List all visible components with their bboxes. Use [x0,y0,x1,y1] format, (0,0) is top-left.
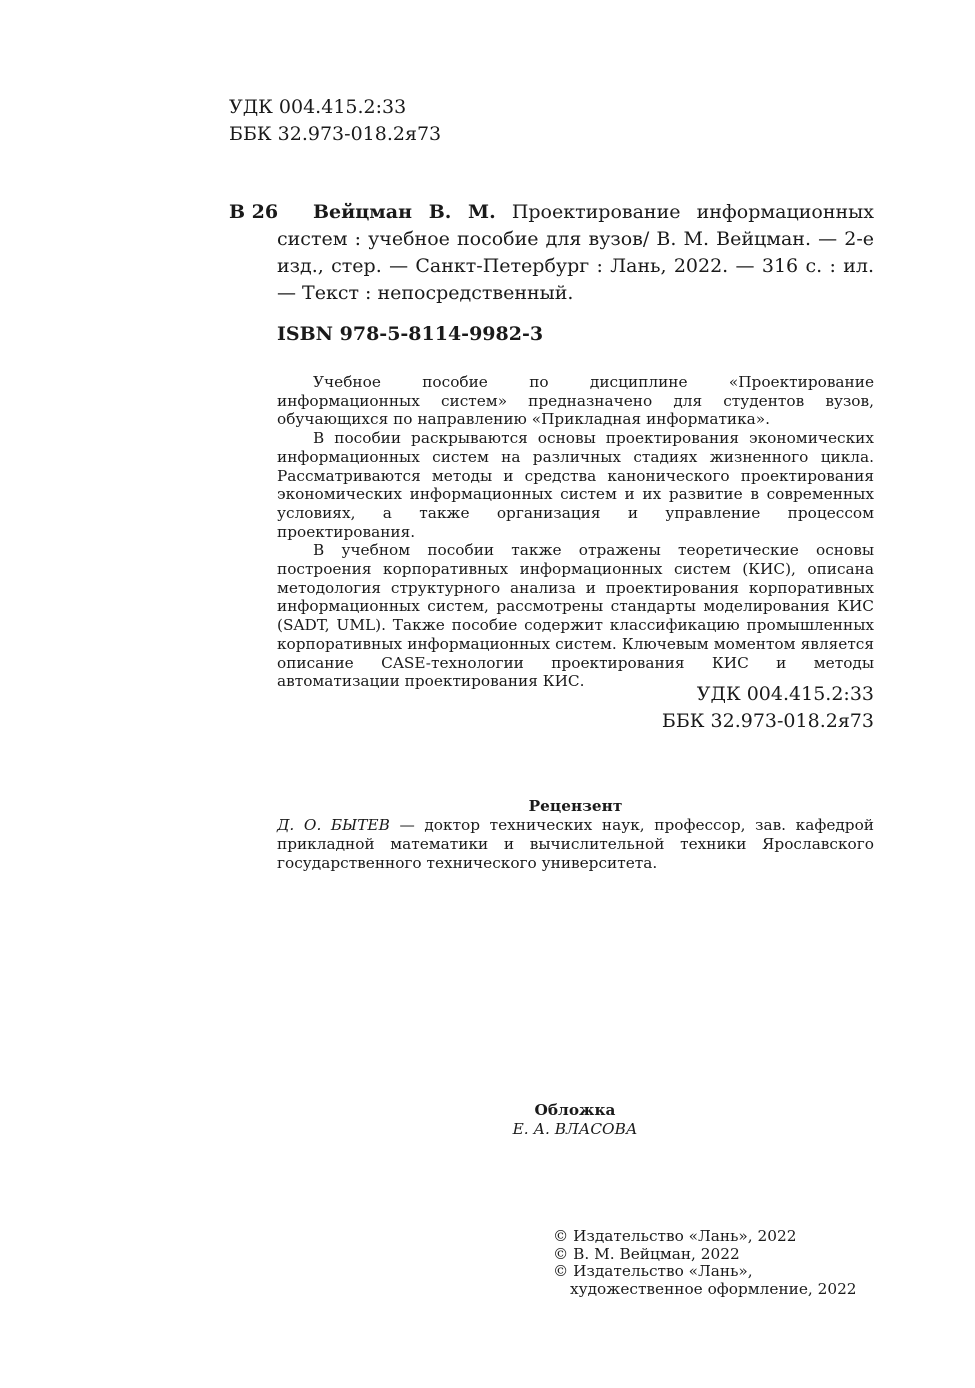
abstract [277,373,874,691]
copyright-line: © В. М. Вейцман, 2022 [553,1244,740,1263]
cover-artist: Е. А. ВЛАСОВА [512,1120,638,1138]
classification-top [229,94,441,148]
copyright-line: © Издательство «Лань», 2022 [553,1227,797,1245]
reviewer-section [277,797,874,873]
bbk-code: ББК 32.973-018.2я73 [229,123,442,145]
udk-code: УДК 004.415.2:33 [229,96,407,118]
abstract-paragraph: В пособии раскрываются основы проектирования экономических информационных систем на различных стадиях жизненного цикла. Рассматриваются методы и средства канонического проектирования экономических информационных систем и их развитие в современных условиях, а также организация и управление процессом проектирования. [277,429,874,541]
author-code: В 26 [229,201,279,223]
bbk-code: ББК 32.973-018.2я73 [661,710,874,732]
copyright-line: © Издательство «Лань», [553,1262,753,1280]
classification-right [560,681,874,735]
copyright-line: художественное оформление, 2022 [570,1279,857,1298]
reviewer-heading: Рецензент [528,797,623,815]
bibliographic-record [229,199,874,307]
book-description: Проектирование информационных систем : учебное пособие для вузов/ В. М. Вейцман. — 2-е изд., стер. — Санкт-Петербург : Лань, 2022. — 316 с. : ил. — Текст : непосредственный. [277,201,874,304]
abstract-paragraph: В учебном пособии также отражены теоретические основы построения корпоративных информационных систем (КИС), описана методология структурного анализа и проектирования корпоративных информационных систем, рассмотрены стандарты моделирования КИС (SADT, UML). Также пособие содержит классификацию промышленных корпоративных информационных систем. Ключевым моментом является описание CASE-технологии проектирования КИС и методы автоматизации проектирования КИС. [277,541,874,691]
copyright-block [553,1228,883,1298]
abstract-paragraph: Учебное пособие по дисциплине «Проектирование информационных систем» предназначено для студентов вузов, обучающихся по направлению «Прикладная информатика». [277,373,874,429]
udk-code: УДК 004.415.2:33 [696,683,874,705]
reviewer-text [277,816,874,873]
bibliographic-text [277,199,874,307]
reviewer-name: Д. О. БЫТЕВ [277,816,390,834]
reviewer-description: — доктор технических наук, профессор, зав. кафедрой прикладной математики и вычислительной техники Ярославского государственного технического университета. [277,816,874,872]
cover-credit [475,1101,675,1139]
author-name: Вейцман В. М. [313,201,496,223]
cover-label: Обложка [534,1101,616,1119]
isbn: ISBN 978-5-8114-9982-3 [277,323,544,345]
